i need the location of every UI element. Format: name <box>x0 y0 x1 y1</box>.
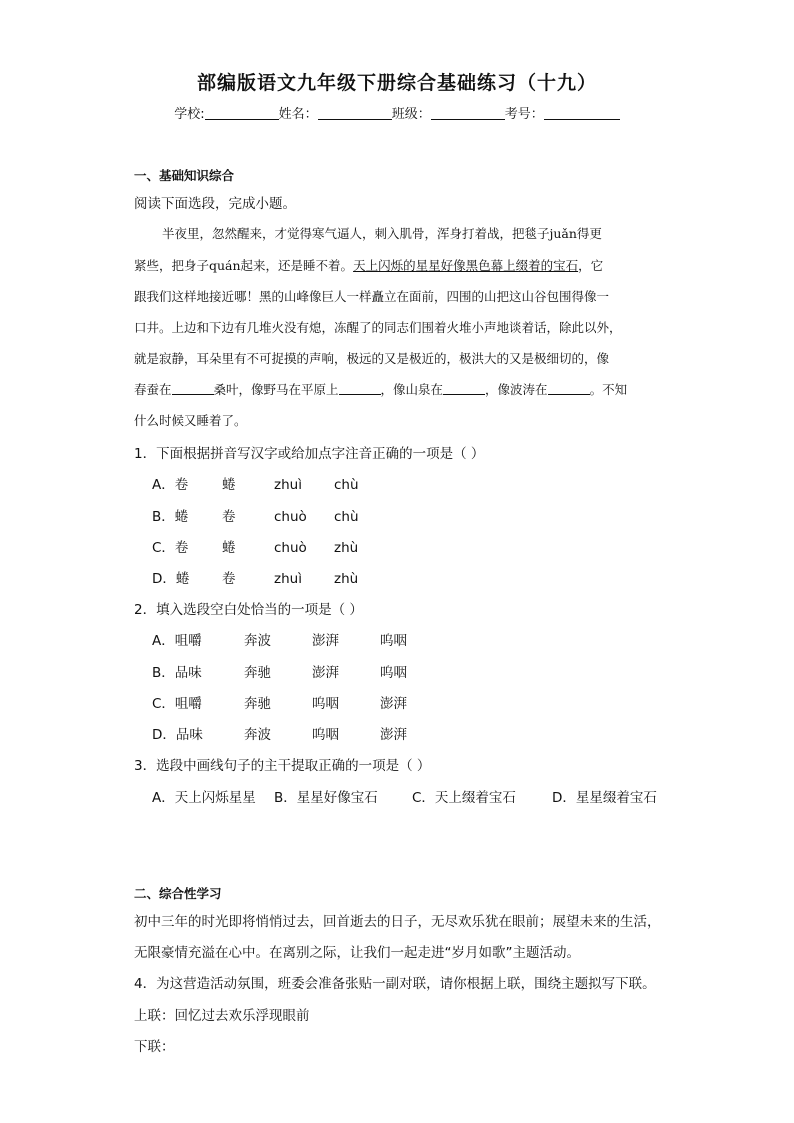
exam-no-label: 考号： <box>504 107 544 122</box>
question-3-option-a[interactable]: A．天上闪烁星星 <box>152 790 256 806</box>
passage-line-4: 口井。上边和下边有几堆火没有熄，冻醒了的同志们围着火堆小声地谈着话，除此以外， <box>134 320 622 335</box>
exam-no-blank[interactable] <box>544 105 620 120</box>
student-info-line <box>0 103 794 122</box>
class-label: 班级： <box>391 107 431 122</box>
name-blank[interactable] <box>318 105 392 120</box>
underlined-sentence: 天上闪烁的星星好像黑色幕上缀着的宝石 <box>353 258 579 273</box>
passage-text: 紧些，把身子quán起来，还是睡不着。 <box>134 258 354 273</box>
section-heading-2: 二、综合性学习 <box>134 886 222 901</box>
page-title: 部编版语文九年级下册综合基础练习（十九） <box>196 72 597 94</box>
name-label: 姓名： <box>278 107 318 122</box>
question-1-option-a[interactable]: A．卷 蜷 zhuì chù <box>152 477 359 493</box>
fill-blank-2 <box>339 382 381 395</box>
class-blank[interactable] <box>431 105 505 120</box>
passage-line-1: 半夜里，忽然醒来，才觉得寒气逼人，刺入肌骨，浑身打着战，把毯子juǎn得更 <box>162 226 602 241</box>
question-1-option-d[interactable]: D．蜷 卷 zhuì zhù <box>152 571 359 587</box>
fill-blank-3 <box>443 382 485 395</box>
passage-text: ，它 <box>578 258 604 273</box>
passage-text: 桑叶，像野马在平原上 <box>213 382 339 397</box>
section-heading-1: 一、基础知识综合 <box>134 168 235 183</box>
section-2-intro-line-2: 无限豪情充溢在心中。在离别之际，让我们一起走进“岁月如歌”主题活动。 <box>134 945 580 961</box>
section-2-intro-line-1: 初中三年的时光即将悄悄过去，回首逝去的日子，无尽欢乐犹在眼前；展望未来的生活， <box>134 914 661 930</box>
passage-text: ，像波涛在 <box>485 382 548 397</box>
passage-line-6 <box>134 380 664 398</box>
passage-text: 春蚕在 <box>134 382 172 397</box>
question-4-stem: 4．为这营造活动氛围，班委会准备张贴一副对联，请你根据上联，围绕主题拟写下联。 <box>134 976 656 992</box>
passage-text: ，像山泉在 <box>380 382 444 397</box>
instruction: 阅读下面选段，完成小题。 <box>134 196 296 212</box>
school-label: 学校: <box>174 107 205 122</box>
question-1-option-b[interactable]: B．蜷 卷 chuò chù <box>152 509 359 525</box>
passage-line-3: 跟我们这样地接近哪！黑的山峰像巨人一样矗立在面前，四围的山把这山谷包围得像一 <box>134 289 610 304</box>
question-2-option-c[interactable]: C．咀嚼 奔驰 呜咽 澎湃 <box>152 696 407 712</box>
question-1-option-c[interactable]: C．卷 蜷 chuò zhù <box>152 540 359 556</box>
question-1-stem: 1．下面根据拼音写汉字或给加点字注音正确的一项是（ ） <box>134 446 485 462</box>
lower-couplet-answer[interactable]: 下联： <box>134 1039 175 1055</box>
fill-blank-1 <box>172 382 214 395</box>
question-3-option-d[interactable]: D．星星缀着宝石 <box>552 790 657 806</box>
question-2-stem: 2．填入选段空白处恰当的一项是（ ） <box>134 602 363 618</box>
fill-blank-4 <box>548 382 590 395</box>
passage-line-7: 什么时候又睡着了。 <box>134 413 247 428</box>
question-2-option-a[interactable]: A．咀嚼 奔波 澎湃 呜咽 <box>152 633 407 649</box>
question-2-option-b[interactable]: B．品味 奔驰 澎湃 呜咽 <box>152 665 407 681</box>
question-3-option-c[interactable]: C．天上缀着宝石 <box>412 790 516 806</box>
passage-line-2 <box>134 256 664 274</box>
question-3-options <box>152 786 657 806</box>
upper-couplet: 上联：回忆过去欢乐浮现眼前 <box>134 1008 310 1024</box>
school-blank[interactable] <box>205 105 279 120</box>
question-3-stem: 3．选段中画线句子的主干提取正确的一项是（ ） <box>134 758 431 774</box>
question-2-option-d[interactable]: D．品味 奔波 呜咽 澎湃 <box>152 727 407 743</box>
passage-text: 。不知 <box>589 382 628 397</box>
question-3-option-b[interactable]: B．星星好像宝石 <box>274 790 378 806</box>
passage-line-5: 就是寂静，耳朵里有不可捉摸的声响，极远的又是极近的，极洪大的又是极细切的，像 <box>134 351 610 366</box>
